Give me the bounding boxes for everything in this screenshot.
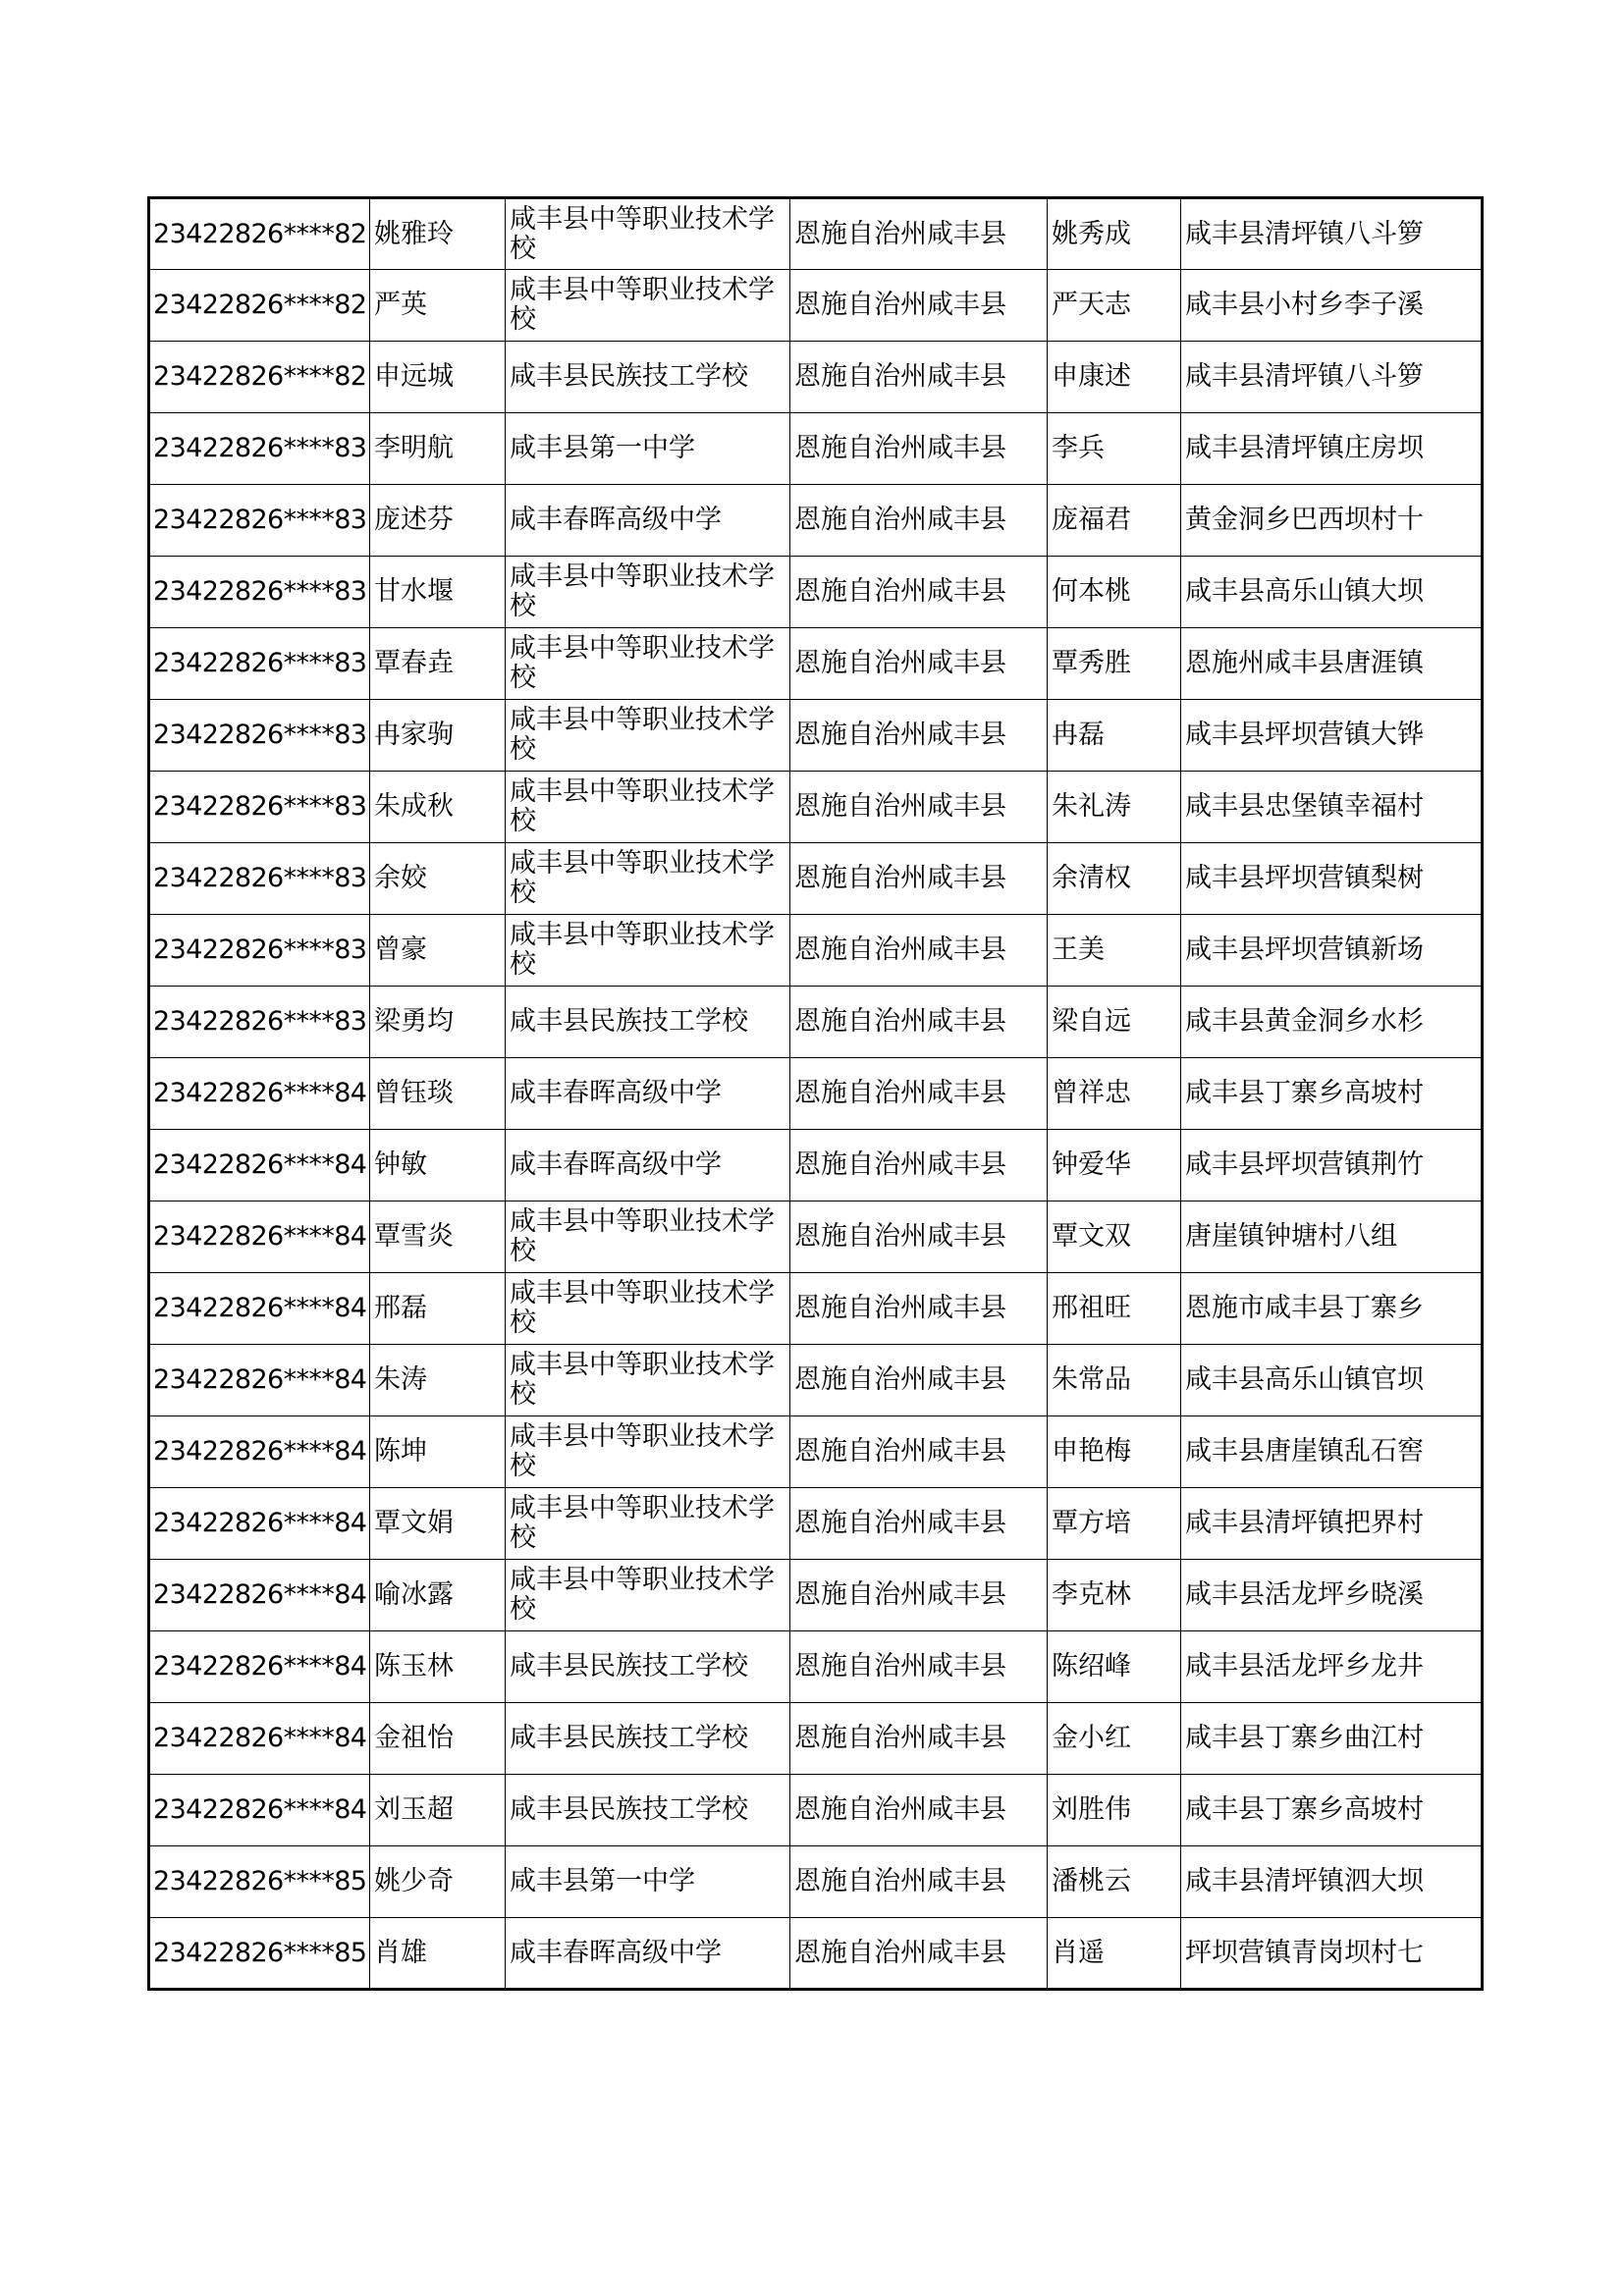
- address-cell: 咸丰县高乐山镇官坝: [1181, 1345, 1483, 1416]
- school-cell: 咸丰县中等职业技术学校: [506, 915, 790, 987]
- guardian-name-cell: 覃方培: [1048, 1488, 1181, 1560]
- guardian-name-cell: 曾祥忠: [1048, 1058, 1181, 1130]
- table-row: [149, 1345, 1483, 1416]
- table-row: [149, 1775, 1483, 1846]
- student-name-cell: 陈坤: [370, 1416, 506, 1488]
- student-name-cell: 覃文娟: [370, 1488, 506, 1560]
- school-cell: 咸丰县第一中学: [506, 1846, 790, 1918]
- table-row: [149, 1416, 1483, 1488]
- address-cell: 咸丰县黄金洞乡水杉: [1181, 987, 1483, 1058]
- table-row: [149, 1918, 1483, 1990]
- guardian-name-cell: 覃秀胜: [1048, 628, 1181, 700]
- school-cell: 咸丰县第一中学: [506, 413, 790, 485]
- region-cell: 恩施自治州咸丰县: [790, 1775, 1048, 1846]
- student-name-cell: 严英: [370, 270, 506, 342]
- school-cell: 咸丰县中等职业技术学校: [506, 1273, 790, 1345]
- guardian-name-cell: 梁自远: [1048, 987, 1181, 1058]
- id-number-cell: 23422826****84: [149, 1488, 370, 1560]
- address-cell: 咸丰县忠堡镇幸福村: [1181, 772, 1483, 843]
- student-name-cell: 李明航: [370, 413, 506, 485]
- address-cell: 咸丰县小村乡李子溪: [1181, 270, 1483, 342]
- guardian-name-cell: 邢祖旺: [1048, 1273, 1181, 1345]
- table-row: [149, 628, 1483, 700]
- school-cell: 咸丰县中等职业技术学校: [506, 1416, 790, 1488]
- table-row: [149, 413, 1483, 485]
- school-cell: 咸丰县中等职业技术学校: [506, 1201, 790, 1273]
- guardian-name-cell: 朱常品: [1048, 1345, 1181, 1416]
- id-number-cell: 23422826****82: [149, 342, 370, 413]
- region-cell: 恩施自治州咸丰县: [790, 700, 1048, 772]
- table-row: [149, 1130, 1483, 1201]
- records-table: [147, 196, 1484, 1991]
- region-cell: 恩施自治州咸丰县: [790, 1345, 1048, 1416]
- student-name-cell: 姚少奇: [370, 1846, 506, 1918]
- school-cell: 咸丰县民族技工学校: [506, 342, 790, 413]
- address-cell: 咸丰县丁寨乡高坡村: [1181, 1058, 1483, 1130]
- guardian-name-cell: 金小红: [1048, 1703, 1181, 1775]
- school-cell: 咸丰县中等职业技术学校: [506, 270, 790, 342]
- address-cell: 咸丰县坪坝营镇荆竹: [1181, 1130, 1483, 1201]
- table-row: [149, 1488, 1483, 1560]
- guardian-name-cell: 潘桃云: [1048, 1846, 1181, 1918]
- id-number-cell: 23422826****83: [149, 557, 370, 628]
- id-number-cell: 23422826****83: [149, 987, 370, 1058]
- guardian-name-cell: 陈绍峰: [1048, 1631, 1181, 1703]
- student-name-cell: 申远城: [370, 342, 506, 413]
- id-number-cell: 23422826****83: [149, 413, 370, 485]
- address-cell: 咸丰县高乐山镇大坝: [1181, 557, 1483, 628]
- address-cell: 坪坝营镇青岗坝村七: [1181, 1918, 1483, 1990]
- guardian-name-cell: 申康述: [1048, 342, 1181, 413]
- school-cell: 咸丰县民族技工学校: [506, 1703, 790, 1775]
- region-cell: 恩施自治州咸丰县: [790, 843, 1048, 915]
- region-cell: 恩施自治州咸丰县: [790, 198, 1048, 270]
- student-name-cell: 梁勇均: [370, 987, 506, 1058]
- student-name-cell: 庞述芬: [370, 485, 506, 557]
- region-cell: 恩施自治州咸丰县: [790, 772, 1048, 843]
- student-name-cell: 肖雄: [370, 1918, 506, 1990]
- id-number-cell: 23422826****84: [149, 1416, 370, 1488]
- records-table-body: [149, 198, 1483, 1990]
- table-row: [149, 270, 1483, 342]
- table-row: [149, 198, 1483, 270]
- student-name-cell: 覃雪炎: [370, 1201, 506, 1273]
- guardian-name-cell: 姚秀成: [1048, 198, 1181, 270]
- school-cell: 咸丰春晖高级中学: [506, 485, 790, 557]
- id-number-cell: 23422826****84: [149, 1130, 370, 1201]
- id-number-cell: 23422826****84: [149, 1560, 370, 1631]
- id-number-cell: 23422826****83: [149, 843, 370, 915]
- address-cell: 咸丰县清坪镇八斗箩: [1181, 198, 1483, 270]
- table-row: [149, 1273, 1483, 1345]
- id-number-cell: 23422826****85: [149, 1846, 370, 1918]
- address-cell: 唐崖镇钟塘村八组: [1181, 1201, 1483, 1273]
- region-cell: 恩施自治州咸丰县: [790, 1130, 1048, 1201]
- guardian-name-cell: 申艳梅: [1048, 1416, 1181, 1488]
- table-row: [149, 1631, 1483, 1703]
- school-cell: 咸丰春晖高级中学: [506, 1058, 790, 1130]
- guardian-name-cell: 冉磊: [1048, 700, 1181, 772]
- school-cell: 咸丰县中等职业技术学校: [506, 557, 790, 628]
- student-name-cell: 曾豪: [370, 915, 506, 987]
- table-row: [149, 1560, 1483, 1631]
- table-row: [149, 342, 1483, 413]
- address-cell: 咸丰县坪坝营镇新场: [1181, 915, 1483, 987]
- student-name-cell: 曾钰琰: [370, 1058, 506, 1130]
- address-cell: 咸丰县唐崖镇乱石窖: [1181, 1416, 1483, 1488]
- guardian-name-cell: 肖遥: [1048, 1918, 1181, 1990]
- region-cell: 恩施自治州咸丰县: [790, 557, 1048, 628]
- guardian-name-cell: 余清权: [1048, 843, 1181, 915]
- school-cell: 咸丰县民族技工学校: [506, 987, 790, 1058]
- region-cell: 恩施自治州咸丰县: [790, 1846, 1048, 1918]
- address-cell: 咸丰县清坪镇八斗箩: [1181, 342, 1483, 413]
- guardian-name-cell: 李克林: [1048, 1560, 1181, 1631]
- address-cell: 咸丰县清坪镇庄房坝: [1181, 413, 1483, 485]
- id-number-cell: 23422826****82: [149, 198, 370, 270]
- region-cell: 恩施自治州咸丰县: [790, 1703, 1048, 1775]
- table-row: [149, 1201, 1483, 1273]
- school-cell: 咸丰县中等职业技术学校: [506, 1560, 790, 1631]
- region-cell: 恩施自治州咸丰县: [790, 1560, 1048, 1631]
- id-number-cell: 23422826****82: [149, 270, 370, 342]
- table-row: [149, 700, 1483, 772]
- id-number-cell: 23422826****84: [149, 1273, 370, 1345]
- region-cell: 恩施自治州咸丰县: [790, 342, 1048, 413]
- region-cell: 恩施自治州咸丰县: [790, 1058, 1048, 1130]
- school-cell: 咸丰县中等职业技术学校: [506, 843, 790, 915]
- school-cell: 咸丰春晖高级中学: [506, 1130, 790, 1201]
- school-cell: 咸丰县中等职业技术学校: [506, 198, 790, 270]
- guardian-name-cell: 朱礼涛: [1048, 772, 1181, 843]
- school-cell: 咸丰县民族技工学校: [506, 1631, 790, 1703]
- id-number-cell: 23422826****84: [149, 1058, 370, 1130]
- region-cell: 恩施自治州咸丰县: [790, 270, 1048, 342]
- student-name-cell: 刘玉超: [370, 1775, 506, 1846]
- address-cell: 恩施市咸丰县丁寨乡: [1181, 1273, 1483, 1345]
- student-name-cell: 钟敏: [370, 1130, 506, 1201]
- address-cell: 咸丰县清坪镇把界村: [1181, 1488, 1483, 1560]
- guardian-name-cell: 李兵: [1048, 413, 1181, 485]
- student-name-cell: 冉家驹: [370, 700, 506, 772]
- table-row: [149, 485, 1483, 557]
- region-cell: 恩施自治州咸丰县: [790, 1273, 1048, 1345]
- student-name-cell: 覃春垚: [370, 628, 506, 700]
- student-name-cell: 邢磊: [370, 1273, 506, 1345]
- id-number-cell: 23422826****85: [149, 1918, 370, 1990]
- table-row: [149, 557, 1483, 628]
- id-number-cell: 23422826****84: [149, 1631, 370, 1703]
- school-cell: 咸丰县中等职业技术学校: [506, 700, 790, 772]
- student-name-cell: 喻冰露: [370, 1560, 506, 1631]
- table-row: [149, 843, 1483, 915]
- student-name-cell: 陈玉林: [370, 1631, 506, 1703]
- region-cell: 恩施自治州咸丰县: [790, 485, 1048, 557]
- id-number-cell: 23422826****83: [149, 628, 370, 700]
- guardian-name-cell: 刘胜伟: [1048, 1775, 1181, 1846]
- guardian-name-cell: 严天志: [1048, 270, 1181, 342]
- table-row: [149, 772, 1483, 843]
- table-row: [149, 987, 1483, 1058]
- guardian-name-cell: 何本桃: [1048, 557, 1181, 628]
- id-number-cell: 23422826****84: [149, 1201, 370, 1273]
- guardian-name-cell: 庞福君: [1048, 485, 1181, 557]
- address-cell: 咸丰县坪坝营镇梨树: [1181, 843, 1483, 915]
- address-cell: 咸丰县坪坝营镇大铧: [1181, 700, 1483, 772]
- student-name-cell: 余姣: [370, 843, 506, 915]
- table-row: [149, 915, 1483, 987]
- table-row: [149, 1846, 1483, 1918]
- guardian-name-cell: 覃文双: [1048, 1201, 1181, 1273]
- region-cell: 恩施自治州咸丰县: [790, 915, 1048, 987]
- school-cell: 咸丰春晖高级中学: [506, 1918, 790, 1990]
- address-cell: 咸丰县活龙坪乡龙井: [1181, 1631, 1483, 1703]
- student-name-cell: 姚雅玲: [370, 198, 506, 270]
- id-number-cell: 23422826****84: [149, 1703, 370, 1775]
- region-cell: 恩施自治州咸丰县: [790, 628, 1048, 700]
- region-cell: 恩施自治州咸丰县: [790, 1488, 1048, 1560]
- id-number-cell: 23422826****83: [149, 700, 370, 772]
- school-cell: 咸丰县民族技工学校: [506, 1775, 790, 1846]
- student-name-cell: 金祖怡: [370, 1703, 506, 1775]
- address-cell: 咸丰县丁寨乡曲江村: [1181, 1703, 1483, 1775]
- region-cell: 恩施自治州咸丰县: [790, 1631, 1048, 1703]
- student-name-cell: 朱成秋: [370, 772, 506, 843]
- region-cell: 恩施自治州咸丰县: [790, 413, 1048, 485]
- id-number-cell: 23422826****84: [149, 1775, 370, 1846]
- table-row: [149, 1703, 1483, 1775]
- address-cell: 恩施州咸丰县唐涯镇: [1181, 628, 1483, 700]
- guardian-name-cell: 钟爱华: [1048, 1130, 1181, 1201]
- address-cell: 黄金洞乡巴西坝村十: [1181, 485, 1483, 557]
- id-number-cell: 23422826****83: [149, 485, 370, 557]
- region-cell: 恩施自治州咸丰县: [790, 1201, 1048, 1273]
- address-cell: 咸丰县清坪镇泗大坝: [1181, 1846, 1483, 1918]
- school-cell: 咸丰县中等职业技术学校: [506, 628, 790, 700]
- region-cell: 恩施自治州咸丰县: [790, 987, 1048, 1058]
- table-row: [149, 1058, 1483, 1130]
- school-cell: 咸丰县中等职业技术学校: [506, 772, 790, 843]
- student-name-cell: 朱涛: [370, 1345, 506, 1416]
- region-cell: 恩施自治州咸丰县: [790, 1416, 1048, 1488]
- guardian-name-cell: 王美: [1048, 915, 1181, 987]
- id-number-cell: 23422826****84: [149, 1345, 370, 1416]
- school-cell: 咸丰县中等职业技术学校: [506, 1345, 790, 1416]
- address-cell: 咸丰县活龙坪乡晓溪: [1181, 1560, 1483, 1631]
- id-number-cell: 23422826****83: [149, 772, 370, 843]
- student-name-cell: 甘水堰: [370, 557, 506, 628]
- id-number-cell: 23422826****83: [149, 915, 370, 987]
- address-cell: 咸丰县丁寨乡高坡村: [1181, 1775, 1483, 1846]
- school-cell: 咸丰县中等职业技术学校: [506, 1488, 790, 1560]
- region-cell: 恩施自治州咸丰县: [790, 1918, 1048, 1990]
